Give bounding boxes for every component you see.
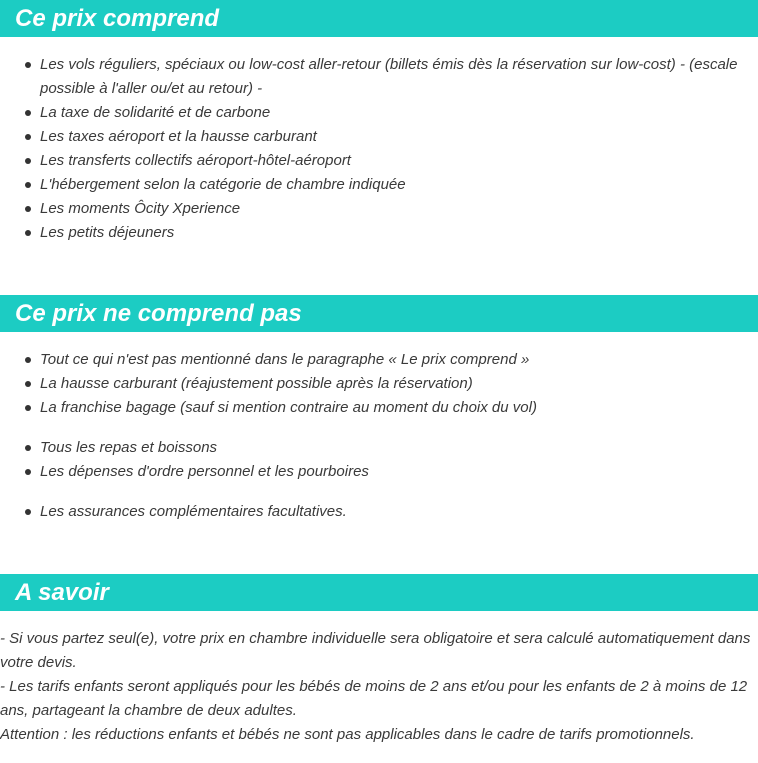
list-item: Les transferts collectifs aéroport-hôtel-aéroport <box>0 149 758 173</box>
info-line-attention: Attention : les réductions enfants et bébés ne sont pas applicables dans le cadre de tarifs promotionnels. <box>0 726 695 743</box>
section-title-not-included: Ce prix ne comprend pas <box>15 300 302 327</box>
list-item: L'hébergement selon la catégorie de chambre indiquée <box>0 173 758 197</box>
list-item: Tous les repas et boissons <box>0 436 758 460</box>
list-item: Les assurances complémentaires facultatives. <box>0 500 758 524</box>
section-header-included <box>0 0 758 37</box>
list-item: Les vols réguliers, spéciaux ou low-cost aller-retour (billets émis dès la réservation sur low-cost) - (escale possible à l'aller ou/et au retour) - <box>0 53 758 101</box>
list-item: La hausse carburant (réajustement possible après la réservation) <box>0 372 758 396</box>
info-line-child-rates: - Les tarifs enfants seront appliqués pour les bébés de moins de 2 ans et/ou pour les enfants de 2 à moins de 12 ans, partageant la chambre de deux adultes. <box>0 678 748 719</box>
section-title-good-to-know: A savoir <box>15 579 109 606</box>
included-list <box>0 53 758 245</box>
not-included-list <box>0 348 758 524</box>
info-line-single-room: - Si vous partez seul(e), votre prix en chambre individuelle sera obligatoire et sera calculé automatiquement dans votre devis. <box>0 630 751 671</box>
section-title-included: Ce prix comprend <box>15 5 220 32</box>
list-item: La taxe de solidarité et de carbone <box>0 101 758 125</box>
section-header-good-to-know <box>0 574 758 611</box>
list-item: Les moments Ôcity Xperience <box>0 197 758 221</box>
section-header-not-included <box>0 295 758 332</box>
list-item: Les taxes aéroport et la hausse carburant <box>0 125 758 149</box>
list-item: Tout ce qui n'est pas mentionné dans le paragraphe « Le prix comprend » <box>0 348 758 372</box>
list-item: Les petits déjeuners <box>0 221 758 245</box>
list-item: Les dépenses d'ordre personnel et les pourboires <box>0 460 758 484</box>
good-to-know-text <box>0 627 752 747</box>
list-item: La franchise bagage (sauf si mention contraire au moment du choix du vol) <box>0 396 758 420</box>
